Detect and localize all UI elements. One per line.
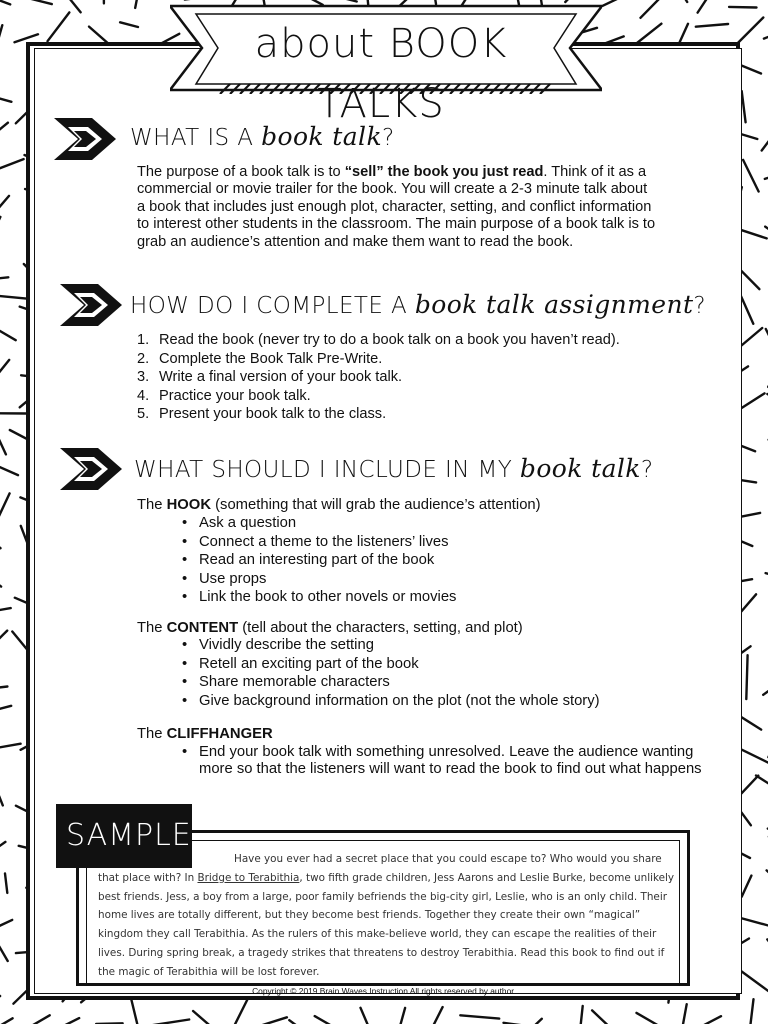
list-item: • Use props: [182, 570, 267, 587]
page-title: about BOOK TALKS: [254, 21, 508, 127]
background-stripe: [12, 0, 52, 4]
background-stripe: [592, 1010, 617, 1024]
background-stripe: [0, 608, 11, 614]
background-stripe: [0, 535, 1, 548]
background-stripe: [460, 1015, 499, 1018]
background-stripe: [0, 123, 8, 139]
sample-label: SAMPLE: [56, 804, 192, 868]
list-item: • Read an interesting part of the book: [182, 552, 435, 569]
list-item: 3. Write a final version of your book talk.: [137, 369, 403, 386]
background-stripe: [0, 920, 12, 931]
list-item: • Share memorable characters: [182, 674, 390, 691]
section-heading-what-to-include: WHAT SHOULD I INCLUDE IN MY book talk?: [134, 454, 654, 483]
background-stripe: [135, 0, 141, 8]
background-stripe: [120, 22, 138, 27]
background-stripe: [0, 687, 7, 689]
background-stripe: [0, 1018, 13, 1024]
background-stripe: [694, 1016, 721, 1024]
list-item: 1. Read the book (never try to do a book talk on a book you haven’t read).: [137, 332, 620, 348]
background-stripe: [193, 1011, 214, 1024]
background-stripe: [742, 876, 752, 897]
background-stripe: [0, 196, 9, 224]
background-stripe: [683, 1004, 687, 1024]
list-item: • Ask a question: [182, 515, 297, 531]
background-stripe: [0, 493, 10, 519]
background-stripe: [0, 706, 11, 714]
background-stripe: [232, 1000, 247, 1024]
background-stripe: [581, 1006, 583, 1024]
background-stripe: [698, 0, 719, 13]
cliffhanger-item: • End your book talk with something unresolved. Leave the audience wanting more so that the listeners will want to read the book to find out what happens: [182, 744, 702, 777]
background-stripe: [673, 0, 687, 2]
section-heading-how-to-complete: HOW DO I COMPLETE A book talk assignment?: [130, 290, 707, 319]
background-stripe: [249, 1017, 287, 1024]
background-stripe: [0, 744, 21, 752]
background-stripe: [5, 874, 7, 893]
background-stripe: [0, 842, 5, 859]
background-stripe: [637, 1013, 670, 1024]
list-item: • Connect a theme to the listeners’ lives: [182, 533, 449, 550]
background-stripe: [0, 631, 7, 647]
background-stripe: [431, 1007, 443, 1024]
background-stripe: [0, 461, 18, 475]
content-list: [182, 636, 600, 710]
sample-paragraph: Have you ever had a secret place that you could escape to? Who would you share that place with? In Bridge to Terabithia, two fifth grade children, Jess Aarons and Leslie Burke, become unlikely best friends. Jess, a boy from a large, poor family befriends the big-city girl, Leslie, who is an only child. Their home lives are totally different, but they become best friends. Together they create their own “magical” kingdom they call Terabithia. As the rulers of this make-believe world, they can escape the realities of their lives. During spring break, a tragedy strikes that threatens to destroy Terabithia. Read this book to find out if the magic of Terabithia will be lost forever.: [98, 853, 675, 978]
list-item: • Link the book to other novels or movies: [182, 589, 457, 606]
background-stripe: [400, 1008, 405, 1024]
background-stripe: [749, 999, 754, 1024]
background-stripe: [0, 771, 3, 805]
hook-subheading: The HOOK (something that will grab the audience’s attention): [137, 497, 541, 513]
chevron-arrow-icon: [58, 446, 124, 492]
chevron-arrow-icon: [52, 116, 118, 162]
background-stripe: [0, 320, 16, 340]
book-title: Bridge to Terabithia: [197, 871, 300, 884]
list-item: • Vividly describe the setting: [182, 637, 374, 653]
list-item: 5. Present your book talk to the class.: [137, 406, 387, 423]
list-item: 4. Practice your book talk.: [137, 387, 311, 404]
list-item: 2. Complete the Book Talk Pre-Write.: [137, 350, 383, 367]
background-stripe: [527, 1019, 542, 1024]
chevron-arrow-icon: [58, 282, 124, 328]
section-heading-what-is: WHAT IS A book talk?: [130, 122, 395, 151]
background-stripe: [0, 159, 24, 172]
background-stripe: [0, 25, 2, 54]
background-stripe: [763, 674, 768, 695]
background-stripe: [0, 277, 8, 279]
background-stripe: [729, 7, 756, 8]
background-stripe: [0, 0, 10, 4]
hook-list: [182, 514, 456, 607]
background-stripe: [756, 776, 768, 798]
background-stripe: [0, 424, 6, 455]
background-stripe: [641, 0, 665, 18]
background-stripe: [361, 1008, 374, 1024]
background-stripe: [736, 18, 763, 45]
background-stripe: [764, 25, 768, 38]
background-stripe: [0, 295, 26, 299]
background-stripe: [762, 122, 768, 151]
background-stripe: [151, 1020, 189, 1024]
background-stripe: [57, 0, 81, 12]
background-stripe: [131, 998, 138, 1024]
background-stripe: [44, 1018, 79, 1024]
copyright-notice: Copyright © 2019 Brain Waves Instruction All rights reserved by author.: [252, 986, 516, 996]
list-item: • Give background information on the plot (not the whole story): [182, 692, 600, 709]
book-talk-purpose-paragraph: The purpose of a book talk is to “sell” the book you just read. Think of it as a commercial or movie trailer for the book. You will create a 2-3 minute talk about a book that includes just enough plot, character, setting, and conflict information to interest other students in the classroom. The main purpose of a book talk is to grab an audience’s attention and make them want to read the book.: [137, 164, 656, 250]
background-stripe: [696, 24, 728, 27]
background-stripe: [0, 360, 9, 374]
content-subheading: The CONTENT (tell about the characters, setting, and plot): [137, 620, 523, 636]
list-item: • Retell an exciting part of the book: [182, 655, 419, 672]
background-stripe: [746, 655, 747, 699]
assignment-steps-list: [137, 331, 620, 424]
background-stripe: [289, 1020, 305, 1024]
background-stripe: [315, 1016, 347, 1024]
background-stripe: [0, 933, 8, 961]
background-stripe: [742, 91, 746, 122]
background-stripe: [741, 776, 758, 794]
background-stripe: [48, 12, 70, 41]
background-stripe: [743, 160, 759, 192]
background-stripe: [0, 96, 11, 102]
background-stripe: [762, 0, 768, 4]
cliffhanger-subheading: The CLIFFHANGER: [137, 726, 273, 742]
background-stripe: [27, 1015, 50, 1024]
background-stripe: [0, 575, 1, 587]
